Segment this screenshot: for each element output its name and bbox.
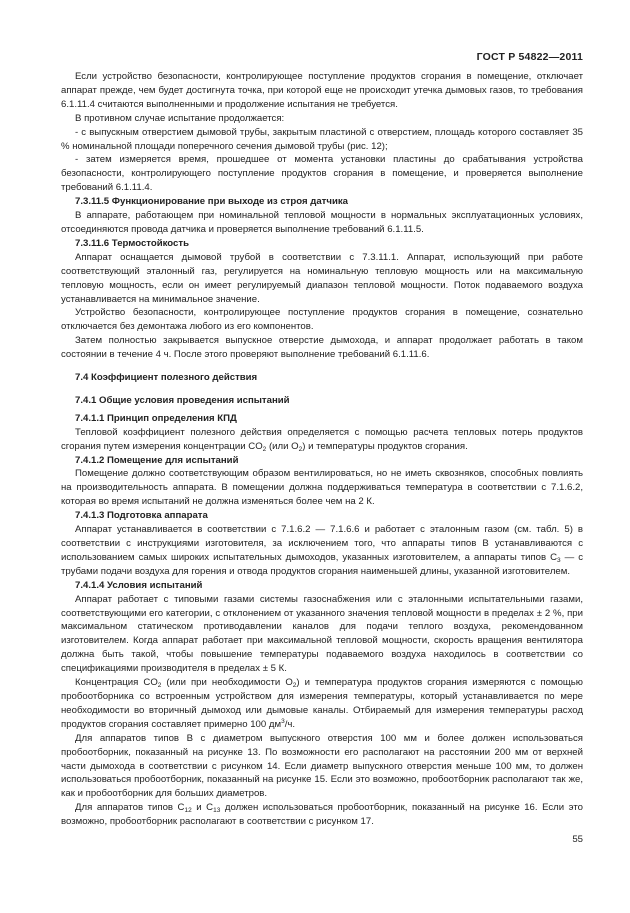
paragraph: Если устройство безопасности, контролирующее поступление продуктов сгорания в помещение, отключает аппарат прежде, чем будет достигнута точка, при которой еще не происходит утечка дымовых газов, то требования 6.1.11.4 считаются выполненными и продолжение испытания не требуется. [61, 71, 583, 110]
paragraph: Для аппаратов типов B с диаметром выпускного отверстия 100 мм и более должен использоваться пробоотборник, показанный на рисунке 13. По возможности его располагают на расстоянии 200 мм от верхней части дымохода в соответствии с рисунком 14. Если диаметр выпускного отверстия меньше 100 мм, то должен использоваться пробоотборник, показанный на рисунке 15. Если это возможно, пробоотборник располагают так же, как и пробоотборник для больших диаметров. [61, 732, 583, 800]
paragraph: Тепловой коэффициент полезного действия определяется с помощью расчета тепловых потерь продуктов сгорания путем измерения концентрации $CO_2$ (или $O_2$) и температуры продуктов сгорания. [61, 426, 583, 453]
section-heading: 7.4.1.1 Принцип определения КПД [75, 412, 237, 424]
paragraph: Аппарат устанавливается в соответствии с 7.1.6.2 — 7.1.6.6 и работает с эталонным газом (см. табл. 5) в соответствии с инструкциями изготовителя, за исключением того, что аппараты типов B устанавливаются с использованием самых широких испытательных дымоходов, указанных изготовителем, а аппараты типов $C_3$ — с трубами подачи воздуха для горения и отвода продуктов сгорания наименьшей длины, указанной изготовителем. [61, 524, 583, 577]
page-number: 55 [572, 834, 583, 845]
document-body [61, 70, 583, 829]
paragraph: Затем полностью закрывается выпускное отверстие дымохода, и аппарат продолжает работать в таком состоянии в течение 4 ч. После этого проверяют выполнение требований 6.1.11.6. [61, 335, 583, 361]
paragraph: Аппарат работает с типовыми газами системы газоснабжения или с эталонными испытательными газами, соответствующими его категории, с отклонением от указанного значения тепловой мощности в пределах ± 2 %, при максимальном статическом противодавлении каналов для подачи теплого воздуха, рекомендованном изготовителем. Когда аппарат работает при максимальной тепловой мощности, скорость вращения вентилятора должна быть такой, чтобы повышение температуры подаваемого воздуха находилось в соответствии со спецификациями производителя в пределах ± 5 К. [61, 593, 583, 675]
paragraph: В аппарате, работающем при номинальной тепловой мощности в нормальных эксплуатационных условиях, отсоединяются провода датчика и проверяется выполнение требований 6.1.11.5. [61, 210, 583, 235]
section-heading: 7.4.1.2 Помещение для испытаний [75, 454, 239, 466]
paragraph: Для аппаратов типов $C_{12}$ и $C_{13}$ должен использоваться пробоотборник, показанный на рисунке 16. Если это возможно, пробоотборник располагают в соответствии с рисунком 17. [61, 802, 583, 828]
section-heading: 7.4 Коэффициент полезного действия [75, 372, 258, 384]
paragraph: - с выпускным отверстием дымовой трубы, закрытым пластиной с отверстием, площадь которого составляет 35 % номинальной площади поперечного сечения дымовой трубы (рис. 12); [61, 126, 583, 152]
standard-code-header: ГОСТ Р 54822—2011 [476, 51, 583, 63]
section-heading: 7.3.11.5 Функционирование при выходе из строя датчика [75, 196, 348, 208]
section-heading: 7.4.1 Общие условия проведения испытаний [75, 394, 290, 406]
paragraph: В противном случае испытание продолжается: [75, 112, 285, 124]
section-heading: 7.4.1.3 Подготовка аппарата [75, 510, 208, 522]
paragraph: Аппарат оснащается дымовой трубой в соответствии с 7.3.11.1. Аппарат, использующий при работе соответствующий эталонный газ, регулируется на номинальную тепловую мощность или на максимальную тепловую мощность, если он имеет регулируемый диапазон тепловой мощности. Поток подаваемого воздуха устанавливается на минимальное значение. [61, 251, 583, 305]
paragraph: - затем измеряется время, прошедшее от момента установки пластины до срабатывания устройства безопасности, контролирующего поступление продуктов сгорания в помещение, и проверяется выполнение требований 6.1.11.4. [61, 154, 583, 194]
paragraph: Концентрация $CO_2$ (или при необходимости $O_2$) и температура продуктов сгорания измеряются с помощью пробоотборника со встроенным устройством для измерения температуры, который устанавливается по мере необходимости во вторичный дымоход или дымовые каналы. Отбираемый для измерения температуры расход продуктов сгорания составляет примерно 100 $дм^3/ч$. [61, 677, 583, 730]
paragraph: Помещение должно соответствующим образом вентилироваться, но не иметь сквозняков, способных повлиять на производительность аппарата. В помещении должна поддерживаться температура в соответствии с 7.1.6.2, которая во время испытаний не должна изменяться более чем на 2 К. [61, 468, 583, 508]
section-heading: 7.4.1.4 Условия испытаний [75, 579, 203, 591]
paragraph: Устройство безопасности, контролирующее поступление продуктов сгорания в помещение, сознательно отключается без демонтажа любого из его компонентов. [61, 307, 583, 333]
section-heading: 7.3.11.6 Термостойкость [75, 237, 189, 249]
